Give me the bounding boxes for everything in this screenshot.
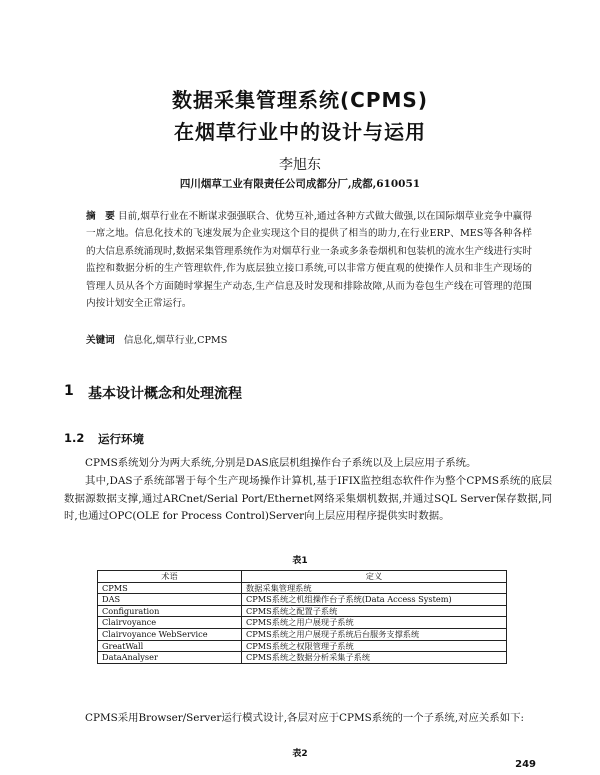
- table-cell-definition: 数据采集管理系统: [242, 582, 507, 594]
- table-cell-definition: CPMS系统之权限管理子系统: [242, 640, 507, 652]
- keywords-text: 信息化,烟草行业,CPMS: [123, 335, 228, 346]
- table-cell-term: GreatWall: [98, 640, 242, 652]
- section-1-2-heading: 运行环境: [98, 432, 144, 446]
- keywords-label: 关键词: [86, 335, 115, 346]
- table-cell-term: Clairvoyance: [98, 617, 242, 629]
- table-cell-definition: CPMS系统之机组操作台子系统(Data Access System): [242, 594, 507, 606]
- abstract-text: 目前,烟草行业在不断谋求强强联合、优势互补,通过各种方式做大做强,以在国际烟草业竞争中赢得一席之地。信息化技术的飞速发展为企业实现这个目的提供了相当的助力,在行业ERP、MES等各种各样的大信息系统涌现时,数据采集管理系统作为对烟草行业一条或多条卷烟机和包装机的流水生产线进行实时监控和数据分析的生产管理软件,作为底层独立接口系统,可以非常方便直观的使操作人员和非生产现场的管理人员从各个方面随时掌握生产动态,生产信息及时发现和排除故障,从而为卷包生产线在可管理的范围内按计划安全正常运行。: [86, 211, 532, 310]
- table-2-caption: 表2: [292, 749, 308, 759]
- body-paragraph-after-table: [64, 710, 552, 728]
- terms-table: [97, 570, 507, 664]
- table-cell-term: DataAnalyser: [98, 652, 242, 664]
- section-1-heading: 基本设计概念和处理流程: [88, 386, 242, 402]
- keywords: [86, 332, 227, 346]
- table-row: [98, 582, 507, 594]
- table-cell-definition: CPMS系统之用户展现子系统后台服务支撑系统: [242, 628, 507, 640]
- abstract-label: 摘 要: [86, 211, 115, 222]
- table-cell-definition: CPMS系统之配置子系统: [242, 605, 507, 617]
- table-row: [98, 628, 507, 640]
- table-cell-term: Clairvoyance WebService: [98, 628, 242, 640]
- paragraph: 其中,DAS子系统部署于每个生产现场操作计算机,基于IFIX监控组态软件作为整个CPMS系统的底层数据源数据支撑,通过ARCnet/Serial Port/Ethernet网络采集烟机数据,并通过SQL Server保存数据,同时,也通过OPC(OLE for Process Control)Server向上层应用程序提供实时数据。: [64, 474, 552, 523]
- table-row: [98, 652, 507, 664]
- table-row: [98, 605, 507, 617]
- page-number: 249: [515, 759, 536, 770]
- table-cell-definition: CPMS系统之用户展现子系统: [242, 617, 507, 629]
- table-row: [98, 594, 507, 606]
- table-row: [98, 617, 507, 629]
- body-paragraphs: [64, 455, 552, 526]
- author-affiliation: 四川烟草工业有限责任公司成都分厂,成都,610051: [179, 178, 421, 190]
- author-name: 李旭东: [279, 157, 321, 173]
- table-cell-term: Configuration: [98, 605, 242, 617]
- paper-title-line-1: 数据采集管理系统(CPMS): [172, 88, 428, 112]
- table-cell-definition: CPMS系统之数据分析采集子系统: [242, 652, 507, 664]
- table-cell-term: CPMS: [98, 582, 242, 594]
- paper-title-line-2: 在烟草行业中的设计与运用: [174, 120, 426, 144]
- table-header-definition: 定义: [242, 571, 507, 583]
- section-1-2-number: 1.2: [64, 431, 85, 445]
- paragraph: CPMS采用Browser/Server运行模式设计,各层对应于CPMS系统的一个子系统,对应关系如下:: [85, 712, 524, 724]
- paragraph: CPMS系统划分为两大系统,分别是DAS底层机组操作台子系统以及上层应用子系统。: [85, 457, 477, 469]
- table-1-caption: 表1: [292, 556, 308, 566]
- table-header-term: 术语: [98, 571, 242, 583]
- abstract: [86, 208, 532, 312]
- table-cell-term: DAS: [98, 594, 242, 606]
- table-row: [98, 640, 507, 652]
- table-header-row: [98, 571, 507, 583]
- section-1-number: 1: [64, 383, 74, 399]
